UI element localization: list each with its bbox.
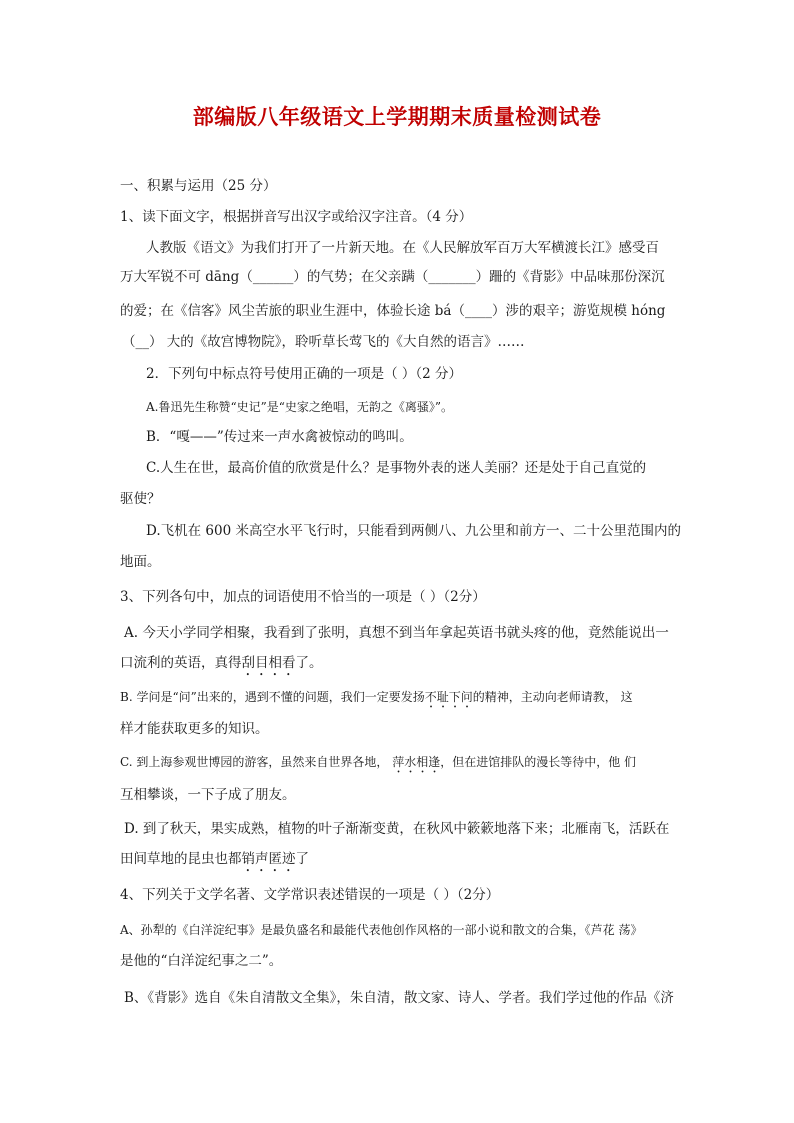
emphasized-idiom: 销声匿迹 [241, 851, 296, 867]
question-2-option-c-line-1: C.人生在世，最高价值的欣赏是什么？是事物外表的迷人美丽？还是处于自己直觉的 [146, 460, 647, 476]
question-2-option-d-line-2: 地面。 [120, 554, 161, 570]
question-1-stem: 1、读下面文字，根据拼音写出汉字或给汉字注音。（4 分） [120, 209, 473, 225]
question-1-text-line-2: 万大军锐不可 dāng（______）的气势；在父亲蹒（_______）跚的《背影》中品味那份深沉 [120, 269, 665, 285]
question-2-option-b: B．“嘎——”传过来一声水禽被惊动的鸣叫。 [146, 429, 413, 445]
question-4-option-b-line-1: B、《背影》选自《朱自清散文全集》，朱自清，散文家、诗人、学者。我们学过他的作品《济 [124, 990, 674, 1006]
question-2-stem: 2．下列句中标点符号使用正确的一项是（ ）（2 分） [146, 366, 463, 382]
question-4-option-a-line-2: 是他的“白洋淀纪事之二”。 [120, 953, 283, 969]
question-3-option-a-line-1: A. 今天小学同学相聚，我看到了张明，真想不到当年拿起英语书就头疼的他，竟然能说出一 [124, 625, 669, 641]
emphasized-idiom: 不耻下问 [424, 690, 473, 704]
page-title: 部编版八年级语文上学期期末质量检测试卷 [192, 104, 602, 129]
question-1-text-line-3: 的爱；在《信客》风尘苦旅的职业生涯中，体验长途 bá（____）涉的艰辛；游览规模 hóng [120, 303, 666, 319]
section-heading: 一、积累与运用（25 分） [120, 178, 277, 194]
question-2-option-a: A.鲁迅先生称赞“史记”是“史家之绝唱，无韵之《离骚》”。 [146, 400, 454, 414]
question-4-option-a-line-1: A、孙犁的《白洋淀纪事》是最负盛名和最能代表他创作风格的一部小说和散文的合集，《芦花 荡》 [120, 923, 643, 937]
emphasized-idiom: 刮目相看 [241, 655, 296, 671]
emphasized-idiom: 萍水相逢 [392, 755, 441, 769]
question-3-option-a-line-2: 口流利的英语，真得刮目相看了。 [120, 655, 323, 671]
question-3-option-d-line-1: D. 到了秋天，果实成熟，植物的叶子渐渐变黄，在秋风中簌簌地落下来；北雁南飞，活跃在 [124, 821, 670, 837]
question-2-option-d-line-1: D.飞机在 600 米高空水平飞行时，只能看到两侧八、九公里和前方一、二十公里范围内的 [146, 523, 681, 539]
question-1-text-line-4: （__） 大的《故宫博物院》，聆听草长莺飞的《大自然的语言》…… [122, 334, 525, 350]
question-2-option-c-line-2: 驱使？ [120, 491, 161, 507]
question-3-option-c-line-1: C. 到上海参观世博园的游客，虽然来自世界各地， 萍水相逢，但在进馆排队的漫长等待中，他 们 [120, 755, 637, 769]
question-3-option-b-line-1: B. 学问是“问”出来的，遇到不懂的问题，我们一定要发扬不耻下问的精神，主动向老师请教， 这 [120, 690, 633, 704]
question-3-option-c-line-2: 互相攀谈，一下子成了朋友。 [120, 787, 296, 803]
question-3-option-b-line-2: 样才能获取更多的知识。 [120, 721, 269, 737]
question-4-stem: 4、下列关于文学名著、文学常识表述错误的一项是（ ）（2分） [120, 887, 500, 903]
question-3-stem: 3、下列各句中，加点的词语使用不恰当的一项是（ ）（2分） [120, 589, 486, 605]
question-1-text-line-1: 人教版《语文》为我们打开了一片新天地。在《人民解放军百万大军横渡长江》感受百 [146, 240, 659, 256]
question-3-option-d-line-2: 田间草地的昆虫也都销声匿迹了 [120, 851, 309, 867]
